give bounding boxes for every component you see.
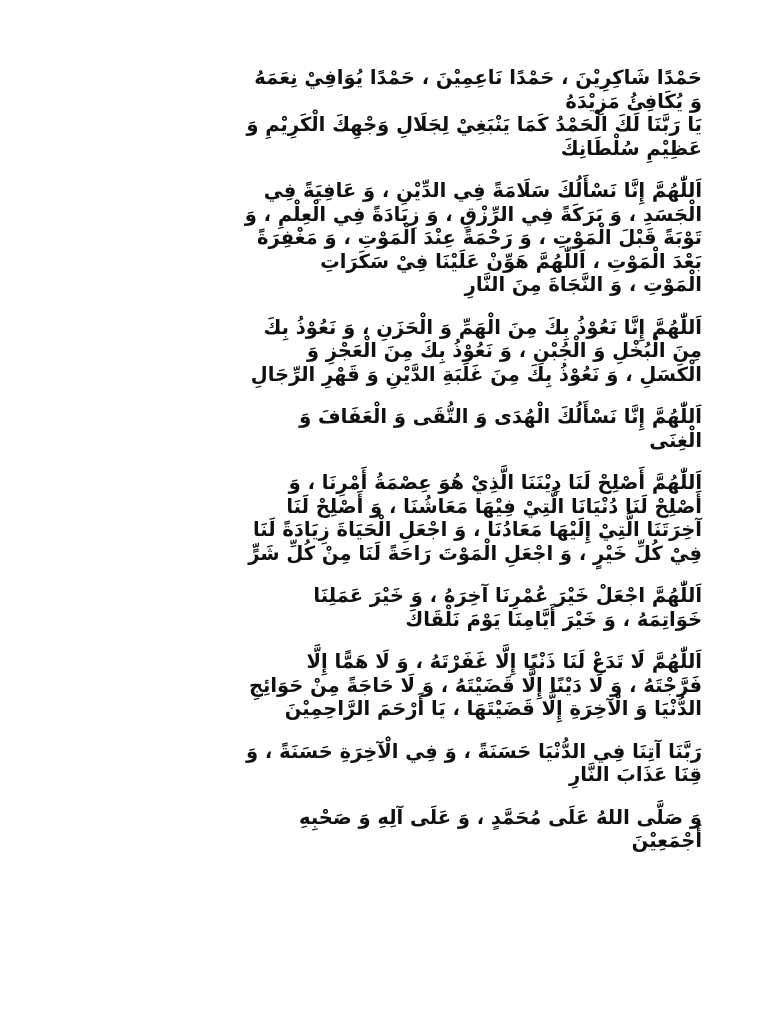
text-line: وَ صَلَّى اللهُ عَلَى مُحَمَّدٍ ، وَ عَلَى آلِهِ وَ صَحْبِهِ <box>299 805 702 829</box>
paragraph-guidance <box>96 405 702 452</box>
text-line: حَمْدًا شَاكِرِيْنَ ، حَمْدًا نَاعِمِيْنَ ، حَمْدًا يُوَافِيْ نِعَمَهُ <box>254 66 702 89</box>
text-line: الْمَوْتِ ، وَ النَّجَاةَ مِنَ النَّارِ <box>464 273 702 296</box>
text-line: الدُّنْيَا وَ الْآخِرَةِ إِلَّا قَضَيْتَهَا ، يَا أَرْحَمَ الرَّاحِمِيْنَ <box>284 697 702 720</box>
text-line: خَوَاتِمَهُ ، وَ خَيْرَ أَيَّامِنَا يَوْمَ نَلْقَاكَ <box>405 607 702 631</box>
paragraph-rabbana <box>96 740 702 787</box>
text-line: وَ يُكَافِئُ مَزِيْدَهُ <box>565 89 702 113</box>
text-line: اَللّٰهُمَّ لَا تَدَعْ لَنَا ذَنْبًا إِلَّا غَفَرْتَهُ ، وَ لَا هَمًّا إِلَّا <box>306 650 702 673</box>
text-line: اَللّٰهُمَّ أَصْلِحْ لَنَا دِيْنَنَا الَّذِيْ هُوَ عِصْمَةُ أَمْرِنَا ، وَ <box>288 471 702 494</box>
text-line: يَا رَبَّنَا لَكَ الْحَمْدُ كَمَا يَنْبَغِيْ لِجَلَالِ وَجْهِكَ الْكَرِيْمِ وَ <box>246 113 702 136</box>
text-line: اَللّٰهُمَّ إِنَّا نَسْأَلُكَ سَلَامَةً فِي الدِّيْنِ ، وَ عَافِيَةً فِي <box>263 179 702 202</box>
text-line: رَبَّنَا آتِنَا فِي الدُّنْيَا حَسَنَةً ، وَ فِي الْآخِرَةِ حَسَنَةً ، وَ <box>246 739 702 763</box>
text-line: فَرَّجْتَهُ ، وَ لَا دَيْنًا إِلَّا قَضَيْتَهُ ، وَ لَا حَاجَةً مِنْ حَوَائِجِ <box>248 673 702 697</box>
text-line: اَللّٰهُمَّ اجْعَلْ خَيْرَ عُمْرِنَا آخِرَهُ ، وَ خَيْرَ عَمَلِنَا <box>313 584 702 607</box>
paragraph-best-ending <box>96 584 702 631</box>
text-line: فِيْ كُلِّ خَيْرٍ ، وَ اجْعَلِ الْمَوْتَ رَاحَةً لَنَا مِنْ كُلِّ شَرٍّ <box>248 541 702 565</box>
text-line: آخِرَتَنَا الَّتِيْ إِلَيْهَا مَعَادُنَا ، وَ اجْعَلِ الْحَيَاةَ زِيَادَةً لَنَا <box>252 518 702 541</box>
paragraph-praise <box>96 66 702 160</box>
text-line: اَللّٰهُمَّ إِنَّا نَعُوْذُ بِكَ مِنَ الْهَمِّ وَ الْحَزَنِ ، وَ نَعُوْذُ بِكَ <box>263 315 702 339</box>
document-page <box>96 66 702 872</box>
text-line: أَجْمَعِيْنَ <box>631 829 702 852</box>
paragraph-wellbeing <box>96 179 702 297</box>
text-line: الْغِنَى <box>649 428 702 452</box>
paragraph-refuge <box>96 316 702 387</box>
text-line: اَللّٰهُمَّ إِنَّا نَسْأَلُكَ الْهُدَى وَ التُّقَى وَ الْعَفَافَ وَ <box>299 405 702 428</box>
paragraph-forgiveness <box>96 650 702 721</box>
text-line: تَوْبَةً قَبْلَ الْمَوْتِ ، وَ رَحْمَةً عِنْدَ الْمَوْتِ ، وَ مَغْفِرَةً <box>256 226 702 249</box>
text-line: الْكَسَلِ ، وَ نَعُوْذُ بِكَ مِنَ غَلَبَةِ الدَّيْنِ وَ قَهْرِ الرِّجَالِ <box>250 362 702 386</box>
text-line: أَصْلِحْ لَنَا دُنْيَانَا الَّتِيْ فِيْهَا مَعَاشُنَا ، وَ أَصْلِحْ لَنَا <box>286 494 702 518</box>
text-line: بَعْدَ الْمَوْتِ ، اَللّٰهُمَّ هَوِّنْ عَلَيْنَا فِيْ سَكَرَاتِ <box>320 249 702 273</box>
text-line: الْجَسَدِ ، وَ بَرَكَةً فِي الرِّزْقِ ، وَ زِيَادَةً فِي الْعِلْمِ ، وَ <box>244 202 702 226</box>
paragraph-rectify <box>96 471 702 565</box>
text-line: قِنَا عَذَابَ النَّارِ <box>568 763 702 786</box>
text-line: مِنَ الْبُخْلِ وَ الْجُبْنِ ، وَ نَعُوْذُ بِكَ مِنَ الْعَجْزِ وَ <box>306 339 702 362</box>
text-line: عَظِيْمِ سُلْطَانِكَ <box>560 136 702 160</box>
paragraph-salawat <box>96 806 702 853</box>
